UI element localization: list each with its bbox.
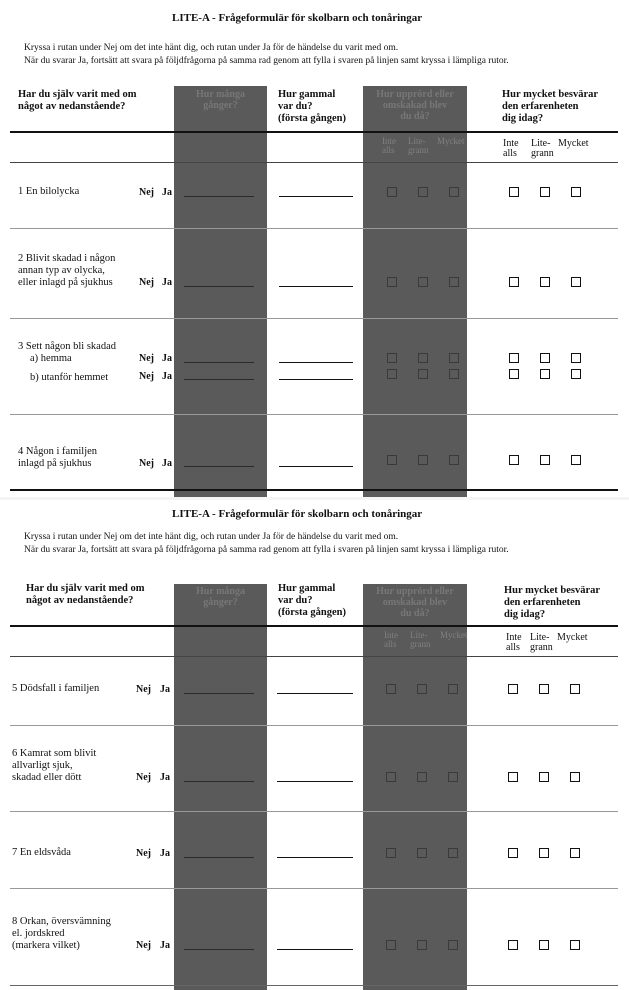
- item-1-no[interactable]: Nej: [139, 187, 154, 198]
- item-1-yes[interactable]: Ja: [162, 187, 172, 198]
- item-5-today-not-at-all-box[interactable]: [508, 684, 518, 694]
- item-7-today-not-at-all-box[interactable]: [508, 848, 518, 858]
- item-7-today-a-little-box[interactable]: [539, 848, 549, 858]
- item-7-yes[interactable]: Ja: [160, 848, 170, 859]
- item-1-upset-not-at-all-box[interactable]: [387, 187, 397, 197]
- item-6-today-very-much-box[interactable]: [570, 772, 580, 782]
- item-4-upset-a-little-box[interactable]: [418, 455, 428, 465]
- item-2-upset-not-at-all-box[interactable]: [387, 277, 397, 287]
- item-6-today-not-at-all-box[interactable]: [508, 772, 518, 782]
- upset-scale-not-at-all: Inte alls: [384, 630, 398, 649]
- item-3a-how-many-line[interactable]: [184, 362, 254, 363]
- item-2-upset-very-much-box[interactable]: [449, 277, 459, 287]
- item-8-no[interactable]: Nej: [136, 940, 151, 951]
- item-7-upset-very-much-box[interactable]: [448, 848, 458, 858]
- item-6-how-many-line[interactable]: [184, 781, 254, 782]
- item-6-upset-a-little-box[interactable]: [417, 772, 427, 782]
- item-3a-no[interactable]: Nej: [139, 353, 154, 364]
- item-3b-upset-a-little-box[interactable]: [418, 369, 428, 379]
- item-3b-today-very-much-box[interactable]: [571, 369, 581, 379]
- item-3a-upset-very-much-box[interactable]: [449, 353, 459, 363]
- item-4-no[interactable]: Nej: [139, 458, 154, 469]
- item-8-how-many-line[interactable]: [184, 949, 254, 950]
- item-5-yes[interactable]: Ja: [160, 684, 170, 695]
- item-5-today-a-little-box[interactable]: [539, 684, 549, 694]
- page-bottom-rule: [10, 985, 618, 986]
- item-4-today-very-much-box[interactable]: [571, 455, 581, 465]
- row-divider: [10, 228, 618, 229]
- row-divider: [10, 811, 618, 812]
- instruction-line-1: Kryssa i rutan under Nej om det inte hänt dig, och rutan under Ja för de händelse du varit med om.: [24, 43, 399, 53]
- today-scale-very-much: Mycket: [558, 138, 589, 149]
- item-1-today-very-much-box[interactable]: [571, 187, 581, 197]
- header-how-old: Hur gammal var du? (första gången): [278, 89, 346, 124]
- item-1-today-not-at-all-box[interactable]: [509, 187, 519, 197]
- item-3a-yes[interactable]: Ja: [162, 353, 172, 364]
- item-6-yes[interactable]: Ja: [160, 772, 170, 783]
- upset-scale-very-much: Mycket: [440, 630, 468, 640]
- item-8-today-a-little-box[interactable]: [539, 940, 549, 950]
- item-3a-upset-a-little-box[interactable]: [418, 353, 428, 363]
- item-5-age-line[interactable]: [277, 693, 353, 694]
- item-6-today-a-little-box[interactable]: [539, 772, 549, 782]
- upset-scale-very-much: Mycket: [437, 136, 465, 146]
- today-scale-a-little: Lite- grann: [530, 632, 553, 653]
- item-1-age-line[interactable]: [279, 196, 353, 197]
- header-how-upset: Hur upprörd eller omskakad blev du då?: [376, 586, 454, 619]
- page-bottom-rule: [10, 489, 618, 491]
- item-4-label: 4 Någon i familjen inlagd på sjukhus: [18, 446, 98, 469]
- row-divider: [10, 318, 618, 319]
- item-7-no[interactable]: Nej: [136, 848, 151, 859]
- item-2-how-many-line[interactable]: [184, 286, 254, 287]
- item-8-upset-a-little-box[interactable]: [417, 940, 427, 950]
- item-3a-label: a) hemma: [30, 353, 72, 364]
- header-divider: [10, 625, 618, 627]
- subheader-divider: [10, 162, 618, 163]
- item-7-age-line[interactable]: [277, 857, 353, 858]
- item-2-yes[interactable]: Ja: [162, 277, 172, 288]
- row-divider: [10, 414, 618, 415]
- item-4-today-a-little-box[interactable]: [540, 455, 550, 465]
- item-5-upset-not-at-all-box[interactable]: [386, 684, 396, 694]
- header-how-much-today: Hur mycket besvärar den erfarenheten dig idag?: [504, 585, 601, 620]
- item-5-upset-a-little-box[interactable]: [417, 684, 427, 694]
- upset-scale-a-little: Lite- grann: [410, 630, 431, 649]
- subheader-divider: [10, 656, 618, 657]
- item-1-how-many-line[interactable]: [184, 196, 254, 197]
- item-6-age-line[interactable]: [277, 781, 353, 782]
- item-3b-today-not-at-all-box[interactable]: [509, 369, 519, 379]
- item-3b-how-many-line[interactable]: [184, 379, 254, 380]
- item-7-upset-a-little-box[interactable]: [417, 848, 427, 858]
- item-3b-upset-very-much-box[interactable]: [449, 369, 459, 379]
- header-how-upset: Hur upprörd eller omskakad blev du då?: [376, 89, 454, 122]
- item-3-label: 3 Sett någon bli skadad: [18, 341, 116, 352]
- item-2-today-a-little-box[interactable]: [540, 277, 550, 287]
- item-2-age-line[interactable]: [279, 286, 353, 287]
- item-3a-age-line[interactable]: [279, 362, 353, 363]
- item-2-no[interactable]: Nej: [139, 277, 154, 288]
- shaded-column-how-many: [174, 584, 267, 990]
- instruction-line-1: Kryssa i rutan under Nej om det inte hänt dig, och rutan under Ja för de händelse du varit med om.: [24, 532, 399, 542]
- item-3b-age-line[interactable]: [279, 379, 353, 380]
- header-experienced: Har du själv varit med om något av nedanstående?: [26, 583, 145, 606]
- item-7-how-many-line[interactable]: [184, 857, 254, 858]
- item-1-upset-very-much-box[interactable]: [449, 187, 459, 197]
- item-6-upset-not-at-all-box[interactable]: [386, 772, 396, 782]
- header-how-many: Hur många gånger?: [196, 89, 245, 111]
- header-how-much-today: Hur mycket besvärar den erfarenheten dig idag?: [502, 89, 599, 124]
- form-page-2: [0, 500, 629, 990]
- form-title: LITE-A - Frågeformulär för skolbarn och tonåringar: [172, 12, 423, 24]
- item-4-how-many-line[interactable]: [184, 466, 254, 467]
- item-8-upset-very-much-box[interactable]: [448, 940, 458, 950]
- item-3a-today-very-much-box[interactable]: [571, 353, 581, 363]
- upset-scale-a-little: Lite- grann: [408, 136, 429, 155]
- row-divider: [10, 888, 618, 889]
- item-4-yes[interactable]: Ja: [162, 458, 172, 469]
- item-3a-upset-not-at-all-box[interactable]: [387, 353, 397, 363]
- item-3a-today-not-at-all-box[interactable]: [509, 353, 519, 363]
- today-scale-a-little: Lite- grann: [531, 138, 554, 159]
- header-how-old: Hur gammal var du? (första gången): [278, 583, 346, 618]
- item-3b-label: b) utanför hemmet: [30, 372, 109, 383]
- item-5-no[interactable]: Nej: [136, 684, 151, 695]
- item-8-today-not-at-all-box[interactable]: [508, 940, 518, 950]
- item-3a-today-a-little-box[interactable]: [540, 353, 550, 363]
- item-8-today-very-much-box[interactable]: [570, 940, 580, 950]
- item-3b-today-a-little-box[interactable]: [540, 369, 550, 379]
- item-8-label: 8 Orkan, översvämning el. jordskred (markera vilket): [12, 916, 111, 951]
- item-8-upset-not-at-all-box[interactable]: [386, 940, 396, 950]
- item-1-today-a-little-box[interactable]: [540, 187, 550, 197]
- item-4-upset-very-much-box[interactable]: [449, 455, 459, 465]
- item-5-upset-very-much-box[interactable]: [448, 684, 458, 694]
- row-divider: [10, 725, 618, 726]
- today-scale-very-much: Mycket: [557, 632, 588, 643]
- item-1-label: 1 En bilolycka: [18, 186, 80, 197]
- header-divider: [10, 131, 618, 133]
- item-6-label: 6 Kamrat som blivit allvarligt sjuk, skadad eller dött: [12, 748, 97, 783]
- item-7-label: 7 En eldsvåda: [12, 847, 71, 858]
- item-7-upset-not-at-all-box[interactable]: [386, 848, 396, 858]
- header-how-many: Hur många gånger?: [196, 586, 245, 608]
- item-2-label: 2 Blivit skadad i någon annan typ av olycka, eller inlagd på sjukhus: [18, 253, 116, 288]
- item-8-yes[interactable]: Ja: [160, 940, 170, 951]
- item-3b-yes[interactable]: Ja: [162, 371, 172, 382]
- instruction-line-2: När du svarar Ja, fortsätt att svara på följdfrågorna på samma rad genom att fylla i svaren på linjen samt kryssa i lämpliga rutor.: [24, 545, 509, 555]
- item-6-upset-very-much-box[interactable]: [448, 772, 458, 782]
- item-2-today-very-much-box[interactable]: [571, 277, 581, 287]
- shaded-column-how-many: [174, 86, 267, 497]
- upset-scale-not-at-all: Inte alls: [382, 136, 396, 155]
- item-3b-upset-not-at-all-box[interactable]: [387, 369, 397, 379]
- item-2-upset-a-little-box[interactable]: [418, 277, 428, 287]
- item-4-today-not-at-all-box[interactable]: [509, 455, 519, 465]
- today-scale-not-at-all: Inte alls: [506, 632, 522, 653]
- item-5-how-many-line[interactable]: [184, 693, 254, 694]
- item-6-no[interactable]: Nej: [136, 772, 151, 783]
- item-4-age-line[interactable]: [279, 466, 353, 467]
- today-scale-not-at-all: Inte alls: [503, 138, 519, 159]
- item-7-today-very-much-box[interactable]: [570, 848, 580, 858]
- instruction-line-2: När du svarar Ja, fortsätt att svara på följdfrågorna på samma rad genom att fylla i svaren på linjen samt kryssa i lämpliga rutor.: [24, 56, 509, 66]
- form-title: LITE-A - Frågeformulär för skolbarn och tonåringar: [172, 508, 423, 520]
- header-experienced: Har du själv varit med om något av nedanstående?: [18, 89, 137, 112]
- item-8-age-line[interactable]: [277, 949, 353, 950]
- item-5-label: 5 Dödsfall i familjen: [12, 683, 100, 694]
- item-4-upset-not-at-all-box[interactable]: [387, 455, 397, 465]
- item-3b-no[interactable]: Nej: [139, 371, 154, 382]
- item-1-upset-a-little-box[interactable]: [418, 187, 428, 197]
- item-2-today-not-at-all-box[interactable]: [509, 277, 519, 287]
- item-5-today-very-much-box[interactable]: [570, 684, 580, 694]
